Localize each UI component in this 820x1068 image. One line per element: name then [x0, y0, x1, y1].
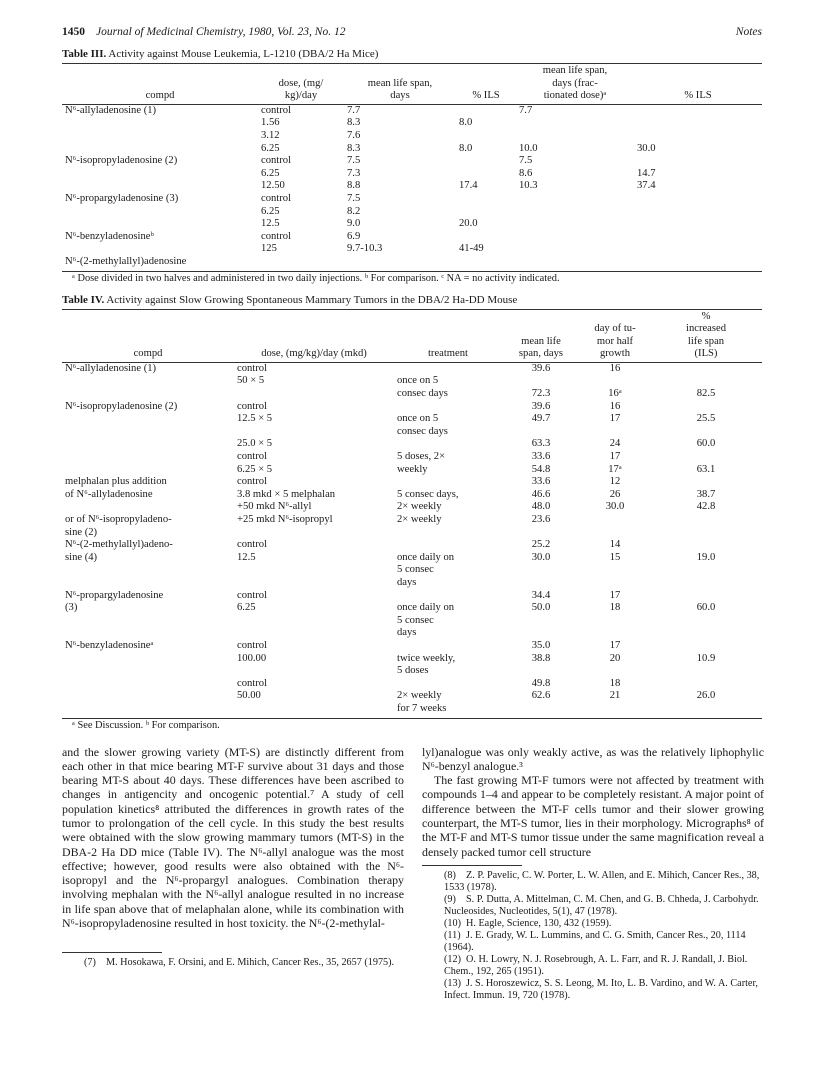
reference-number: (13) — [444, 977, 461, 989]
table-cell: 14 15 — [609, 539, 621, 563]
table-row — [62, 231, 762, 256]
reference-text: J. S. Horoszewicz, S. S. Leong, M. Ito, L. B. Vardino, and W. A. Carter, Infect. Immun. 19, 720 (1978). — [444, 977, 758, 1001]
table-cell: control 6.25 — [237, 589, 268, 614]
footnote-rule — [62, 952, 162, 953]
table-cell: control 12.5 — [237, 539, 268, 563]
reference-text: M. Hosokawa, F. Orsini, and E. Mihich, Cancer Res., 35, 2657 (1975). — [106, 957, 395, 969]
table-cell: 17.4 — [459, 180, 478, 192]
table3-col-header: mean life span, days — [344, 64, 456, 105]
table-cell: N⁶-(2-methylallyl)adenosine — [65, 255, 187, 267]
table4-col-header: day of tu- mor half growth — [580, 309, 650, 362]
table-cell: 82.5 — [696, 388, 716, 400]
reference-number: (11) — [444, 929, 461, 941]
table-cell: 60.0 — [696, 602, 716, 614]
references-right — [422, 870, 764, 1002]
table-cell: 34.4 50.0 — [531, 589, 551, 614]
table3-col-header: dose, (mg/ kg)/day — [258, 64, 344, 105]
table-cell: 33.6 46.6 48.0 23.6 — [531, 476, 551, 525]
table-cell: N⁶-propargyladenosine (3) — [65, 192, 179, 204]
table-cell: 14.7 37.4 — [637, 167, 656, 192]
table-row — [62, 640, 762, 718]
page — [62, 26, 762, 1045]
table-cell: 16 16ᵃ — [608, 362, 622, 400]
table-cell: 25.5 60.0 63.1 — [696, 413, 716, 475]
table-cell — [516, 256, 634, 271]
reference-number: (9) — [444, 893, 456, 905]
table-cell: once on 5 consec days 5 doses, 2× weekly — [397, 413, 448, 475]
table3-col-header: % ILS — [634, 64, 762, 105]
table3-footnote: ᵃ Dose divided in two halves and administered in two daily injections. ᵇ For comparison. ᶜ NA = no activity indicated. — [72, 272, 560, 284]
reference-item — [422, 954, 764, 978]
body-paragraph-left: and the slower growing variety (MT-S) are distinctly different from each other in that mice bearing MT-F survive about 31 days and those bearing MT-S about 40 days. These differences have been ascribed to changes in antigencity and oncogenic potential.⁷ A study of cell population kinetics⁸ attributed the differences in growth rates of the tumor to prolongation of the cell cycle. In this study the best results were obtained with the slow growing mammary tumors (MT-S) in the DBA-2 Ha DD mice (Table IV). The N⁶-allyl analogue was the most effective; however, good results were also obtained with the N⁶-isopropyl and the N⁶-propargyl analogues. Combination therapy involving mephalan with the N⁶-allyl analogue resulted in no increase in life span above that of melaphalan alone, while its combination with N⁶-isopropyladenosine resulted in host toxicity. the N⁶-(2-methylal- — [62, 744, 404, 931]
reference-number: (8) — [444, 869, 456, 881]
table-cell: 16 17 24 17 17ᵃ — [608, 400, 622, 475]
reference-item — [422, 894, 764, 918]
table-cell: N⁶-isopropyladenosine (2) — [65, 400, 178, 412]
table4 — [62, 309, 762, 718]
table-cell: 5 consec days, 2× weekly 2× weekly — [397, 488, 459, 525]
table-cell: 19.0 — [696, 551, 716, 563]
table-row — [62, 193, 762, 231]
reference-item — [422, 930, 764, 954]
right-column — [422, 745, 764, 1002]
table4-caption — [62, 294, 762, 306]
table-cell: 7.5 7.3 8.8 — [347, 155, 361, 192]
table3-col-header: % ILS — [456, 64, 516, 105]
table-row — [62, 362, 762, 400]
table-cell: 8.0 8.0 — [459, 117, 473, 154]
table-cell: once daily on 5 consec days — [397, 602, 455, 639]
table-cell — [344, 256, 456, 271]
table4-title: Activity against Slow Growing Spontaneous Mammary Tumors in the DBA/2 Ha-DD Mouse — [106, 293, 518, 306]
table-cell: 17 18 — [609, 589, 621, 614]
table3-col-header: compd — [62, 64, 258, 105]
table4-col-header: dose, (mg/kg)/day (mkd) — [234, 309, 394, 362]
table-cell: N⁶-isopropyladenosine (2) — [65, 155, 178, 167]
table4-col-header: treatment — [394, 309, 502, 362]
table4-col-header: compd — [62, 309, 234, 362]
table-cell: 30.0 — [637, 142, 656, 154]
table-cell — [634, 256, 762, 271]
reference-text: O. H. Lowry, N. J. Rosebrough, A. L. Farr, and R. J. Randall, J. Biol. Chem., 192, 265 (1951). — [444, 953, 748, 977]
table-row — [62, 476, 762, 539]
table-cell — [516, 231, 634, 256]
table-cell: control 50 × 5 — [237, 362, 268, 387]
table-cell: 39.6 72.3 — [531, 362, 551, 400]
table-cell — [258, 256, 344, 271]
table-row — [62, 256, 762, 271]
reference-number: (7) — [84, 957, 96, 969]
table-cell: 7.7 8.3 7.6 8.3 — [347, 104, 361, 154]
table-cell: control 1.56 3.12 6.25 — [261, 104, 292, 154]
reference-number: (10) — [444, 917, 461, 929]
reference-text: Z. P. Pavelic, C. W. Porter, L. W. Allen, and E. Mihich, Cancer Res., 38, 1533 (1978). — [444, 869, 760, 893]
table-cell: control 6.25 12.5 — [261, 192, 292, 230]
running-header — [62, 26, 762, 44]
table-cell: 35.0 38.8 49.8 62.6 — [531, 639, 551, 702]
table-cell — [634, 231, 762, 256]
table-cell: 25.2 30.0 — [531, 539, 551, 563]
table-cell: 41-49 — [459, 243, 484, 255]
table-cell: 12 26 30.0 — [605, 476, 625, 513]
page-number: 1450 — [62, 26, 85, 38]
body-paragraph-right-1: lyl)analogue was only weakly active, as was the relatively liphophylic N⁶-benzyl analogue.³ — [422, 744, 764, 773]
table-cell: melphalan plus addition of N⁶-allyladenosine or of N⁶-isopropyladeno- sine (2) — [65, 476, 172, 538]
table3-label: Table III. — [62, 48, 107, 60]
table-row — [62, 539, 762, 589]
left-column — [62, 745, 404, 970]
table3-caption — [62, 48, 762, 60]
table3-header-row — [62, 64, 762, 105]
table-cell: 10.9 26.0 — [696, 652, 716, 702]
table-cell: N⁶-propargyladenosine (3) — [65, 589, 164, 614]
table-cell — [456, 256, 516, 271]
reference-item — [422, 978, 764, 1002]
table4-col-header: % increased life span (ILS) — [650, 309, 762, 362]
table-row — [62, 401, 762, 477]
reference-text: H. Eagle, Science, 130, 432 (1959). — [466, 917, 612, 929]
table3-title: Activity against Mouse Leukemia, L-1210 (DBA/2 Ha Mice) — [108, 48, 379, 60]
table-row — [62, 590, 762, 640]
table-cell — [634, 193, 762, 231]
table-cell: 7.5 8.2 9.0 — [347, 192, 361, 230]
table-row — [62, 104, 762, 155]
table-cell: N⁶-allyladenosine (1) — [65, 104, 157, 116]
table4-body — [62, 362, 762, 717]
table-cell: 17 20 18 21 — [609, 639, 621, 702]
table-cell: control 125 — [261, 230, 292, 255]
section-name: Notes — [735, 26, 762, 38]
reference-item — [422, 870, 764, 894]
table-cell: 7.5 8.6 10.3 — [519, 155, 538, 192]
table-cell: control 3.8 mkd × 5 melphalan +50 mkd N⁶-allyl +25 mkd N⁶-isopropyl — [237, 476, 336, 525]
table-row — [62, 155, 762, 193]
table-cell: 39.6 49.7 63.3 33.6 54.8 — [531, 400, 551, 475]
table4-col-header: mean life span, days — [502, 309, 580, 362]
table-cell: 6.9 9.7-10.3 — [347, 230, 383, 255]
table-cell: N⁶-(2-methylallyl)adeno- sine (4) — [65, 539, 173, 563]
table-cell: control 12.5 × 5 25.0 × 5 control 6.25 × 5 — [237, 400, 273, 475]
body-columns — [62, 745, 762, 1045]
body-paragraph-right-2: The fast growing MT-F tumors were not affected by treatment with compounds 1–4 and appear to be completely resistant. A major point of difference between the MT-F cells tumor and their slower growing counterpart, the MT-S tumor, lies in their morphology. Micrographs⁸ of the MT-F and MT-S tumor tissue under the same magnification reveal a densely packed tumor cell structure — [422, 773, 764, 859]
table-cell: 7.7 10.0 — [519, 104, 538, 154]
references-left — [62, 957, 404, 969]
table-cell: 20.0 — [459, 218, 478, 230]
journal-citation: Journal of Medicinal Chemistry, 1980, Vol. 23, No. 12 — [96, 26, 346, 38]
reference-text: J. E. Grady, W. L. Lummins, and C. G. Smith, Cancer Res., 20, 1114 (1964). — [444, 929, 746, 953]
table-cell: once daily on 5 consec days — [397, 551, 455, 588]
reference-text: S. P. Dutta, A. Mittelman, C. M. Chen, and G. B. Chheda, J. Carbohydr. Nucleosides, Nucleotides, 5(1), 47 (1978). — [444, 893, 759, 917]
table-cell: N⁶-benzyladenosineᵇ — [65, 230, 154, 242]
table-cell: once on 5 consec days — [397, 375, 448, 400]
footnote-rule — [422, 865, 522, 866]
reference-item — [422, 918, 764, 930]
table-cell: N⁶-allyladenosine (1) — [65, 362, 157, 374]
reference-item — [62, 957, 404, 969]
table3-col-header: mean life span, days (frac- tionated dose)ᵃ — [516, 64, 634, 105]
table3 — [62, 63, 762, 271]
table-cell: twice weekly, 5 doses 2× weekly for 7 weeks — [397, 652, 456, 714]
table-cell: control 100.00 control 50.00 — [237, 639, 268, 702]
table-cell: 38.7 42.8 — [696, 488, 716, 513]
reference-number: (12) — [444, 953, 461, 965]
table4-footnote: ᵃ See Discussion. ᵇ For comparison. — [72, 719, 220, 731]
table-cell: control 6.25 12.50 — [261, 155, 292, 192]
table-cell: N⁶-benzyladenosineᵃ — [65, 639, 154, 651]
table4-header-row — [62, 309, 762, 362]
table4-label: Table IV. — [62, 293, 105, 306]
table3-body — [62, 104, 762, 270]
table-cell — [516, 193, 634, 231]
